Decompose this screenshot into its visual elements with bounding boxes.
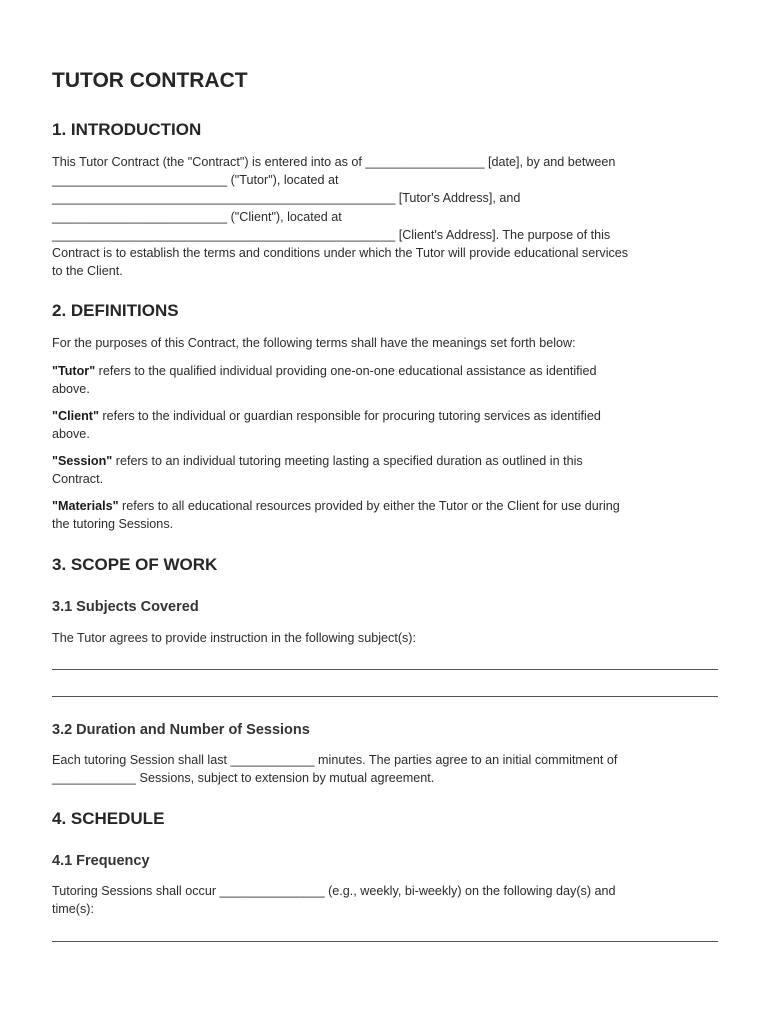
duration-paragraph [52,751,720,787]
scope-heading: 3. SCOPE OF WORK [52,555,218,574]
definition-term: "Session" [52,454,113,468]
definition-text: above. [52,382,90,397]
definitions-intro [52,334,720,352]
schedule-heading: 4. SCHEDULE [52,809,165,828]
definition-text: refers to the individual or guardian responsible for procuring tutoring services as identified [98,409,601,423]
frequency-blank-line [52,941,718,942]
subjects-paragraph [52,629,720,647]
duration-line: Each tutoring Session shall last ____________ minutes. The parties agree to an initial commitment of [52,753,618,767]
introduction-heading: 1. INTRODUCTION [52,120,202,139]
subjects-heading: 3.1 Subjects Covered [52,599,199,615]
introduction-paragraph [52,153,720,280]
introduction-line: _________________________________________________ [Tutor's Address], and [52,191,521,206]
frequency-line: Tutoring Sessions shall occur _______________ (e.g., weekly, bi-weekly) on the following day(s) and [52,884,616,898]
frequency-paragraph [52,882,720,918]
introduction-line: _________________________________________________ [Client's Address]. The purpose of this [52,227,611,242]
definition-text: refers to all educational resources provided by either the Tutor or the Client for use during [118,499,620,513]
introduction-line: This Tutor Contract (the "Contract") is entered into as of _________________ [date], by and between [52,155,616,169]
definition-text: above. [52,427,90,442]
introduction-line: Contract is to establish the terms and conditions under which the Tutor will provide educational services [52,246,629,261]
definition-materials [52,497,720,533]
subjects-blank-line [52,669,718,670]
definitions-intro-text: For the purposes of this Contract, the following terms shall have the meanings set forth below: [52,336,576,350]
definition-tutor [52,362,720,398]
frequency-line: time(s): [52,902,94,917]
definition-client [52,407,720,443]
definition-text: refers to the qualified individual providing one-on-one educational assistance as identified [95,364,597,378]
definition-term: "Tutor" [52,364,96,378]
frequency-heading: 4.1 Frequency [52,853,150,869]
duration-heading: 3.2 Duration and Number of Sessions [52,722,310,738]
definition-term: "Client" [52,409,99,423]
duration-line: ____________ Sessions, subject to extension by mutual agreement. [52,771,435,786]
definitions-heading: 2. DEFINITIONS [52,301,179,320]
definition-session [52,452,720,488]
subjects-text: The Tutor agrees to provide instruction in the following subject(s): [52,631,417,645]
definition-text: Contract. [52,472,104,487]
introduction-line: to the Client. [52,264,123,279]
definition-text: refers to an individual tutoring meeting lasting a specified duration as outlined in this [112,454,583,468]
document-title: TUTOR CONTRACT [52,69,248,92]
definition-term: "Materials" [52,499,119,513]
introduction-line: _________________________ ("Tutor"), located at [52,173,339,188]
subjects-blank-line [52,696,718,697]
definition-text: the tutoring Sessions. [52,517,174,532]
introduction-line: _________________________ ("Client"), located at [52,209,342,224]
